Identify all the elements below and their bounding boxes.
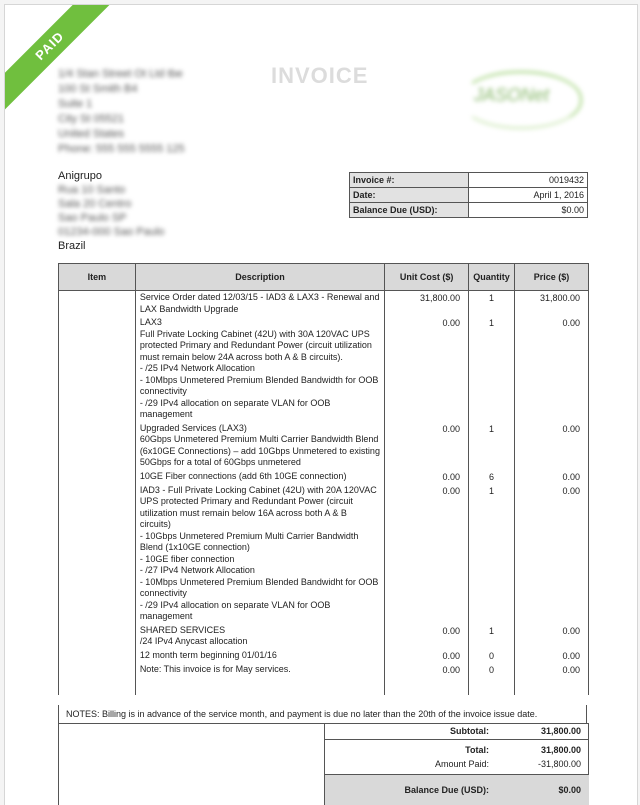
unit-cost-cell: 0.00 xyxy=(385,649,469,663)
unit-cost-cell: 0.00 xyxy=(385,663,469,677)
table-row xyxy=(59,291,589,317)
description-cell xyxy=(135,316,384,422)
quantity-cell: 6 xyxy=(469,470,515,484)
price-cell: 0.00 xyxy=(515,422,589,470)
description-line: - /29 IPv4 allocation on separate VLAN for OOB xyxy=(139,397,331,408)
item-cell xyxy=(59,649,136,663)
table-row xyxy=(59,484,589,624)
item-cell xyxy=(59,484,136,624)
price-cell: 0.00 xyxy=(515,624,589,649)
unit-cost-cell: 0.00 xyxy=(385,470,469,484)
description-line: Blend (1x10GE connection) xyxy=(139,542,250,552)
description-line: management xyxy=(139,611,193,621)
unit-cost-cell: 0.00 xyxy=(385,316,469,422)
description-line: 50Gbps for a total of 60Gbps unmetered xyxy=(139,457,301,467)
description-line: - /27 IPv4 Network Allocation xyxy=(139,565,255,575)
total-value: 31,800.00 xyxy=(540,745,581,755)
invoice-title: INVOICE xyxy=(271,63,369,88)
description-line: Upgraded Services (LAX3) xyxy=(139,422,247,433)
line-items-body xyxy=(59,291,589,695)
balance-due-label: Balance Due (USD): xyxy=(404,785,489,795)
sender-line: Suite 1 xyxy=(58,98,93,110)
balance-due-total: $0.00 xyxy=(558,785,581,795)
item-cell xyxy=(59,291,136,317)
description-line: 12 month term beginning 01/01/16 xyxy=(139,649,277,660)
quantity-cell: 1 xyxy=(469,422,515,470)
paid-ribbon: PAID xyxy=(4,4,119,115)
subtotal-value: 31,800.00 xyxy=(540,726,581,736)
spacer-cell xyxy=(515,677,589,695)
unit-cost-cell: 0.00 xyxy=(385,624,469,649)
totals-panel xyxy=(324,724,589,805)
logo-text: JASONet xyxy=(474,85,550,105)
description-line: IAD3 - Full Private Locking Cabinet (42U) with 20A 120VAC xyxy=(139,484,377,495)
quantity-cell: 1 xyxy=(469,484,515,624)
description-line: connectivity xyxy=(139,386,187,396)
description-line: UPS protected Primary and Redundant Power (circuit xyxy=(139,496,353,506)
price-cell: 0.00 xyxy=(515,316,589,422)
table-row xyxy=(59,624,589,649)
sender-line: City St 05521 xyxy=(58,113,125,125)
total-row xyxy=(325,743,589,758)
description-line: connectivity xyxy=(139,588,187,598)
description-line: utilization must remain below 16A across both A & B xyxy=(139,507,347,518)
table-row xyxy=(59,663,589,677)
item-cell xyxy=(59,422,136,470)
unit-cost-cell: 31,800.00 xyxy=(385,291,469,317)
meta-label: Invoice #: xyxy=(350,173,469,188)
meta-row xyxy=(350,203,588,218)
unit-cost-cell: 0.00 xyxy=(385,422,469,470)
meta-row xyxy=(350,173,588,188)
description-line: must remain below 24A across both A & B circuits). xyxy=(139,351,343,362)
recipient-address xyxy=(58,169,164,253)
spacer-cell xyxy=(385,677,469,695)
invoice-meta-table xyxy=(349,172,588,218)
description-line: - /29 IPv4 allocation on separate VLAN for OOB xyxy=(139,599,331,610)
sender-line: 1/4 Stan Street Ot Ltd tbe xyxy=(58,68,183,80)
item-cell xyxy=(59,316,136,422)
spacer-cell xyxy=(469,677,515,695)
description-line: LAX3 xyxy=(139,317,162,327)
sender-line: 100 St Smith B4 xyxy=(58,83,138,95)
description-line: /24 IPv4 Anycast allocation xyxy=(139,636,248,646)
description-line: 10GE Fiber connections (add 6th 10GE connection) xyxy=(139,470,347,481)
recipient-line: 01234-000 Sao Paulo xyxy=(58,226,165,238)
balance-due-row xyxy=(325,774,589,805)
description-cell xyxy=(135,291,384,317)
spacer-cell xyxy=(135,677,384,695)
recipient-line: Sao Paulo SP xyxy=(58,212,127,224)
description-line: circuits) xyxy=(139,519,171,529)
description-line: - 10Mbps Unmetered Premium Blended Bandwidht for OOB xyxy=(139,576,379,587)
col-header-quantity: Quantity xyxy=(469,264,515,291)
invoice-date: April 1, 2016 xyxy=(469,188,588,203)
sender-address xyxy=(58,67,185,157)
balance-due-value: $0.00 xyxy=(469,203,588,218)
col-header-description: Description xyxy=(135,264,384,291)
table-row xyxy=(59,422,589,470)
quantity-cell: 0 xyxy=(469,663,515,677)
description-cell xyxy=(135,649,384,663)
amount-paid-label: Amount Paid: xyxy=(434,759,489,769)
table-row xyxy=(59,649,589,663)
description-line: SHARED SERVICES xyxy=(139,624,226,635)
description-cell xyxy=(135,470,384,484)
total-label: Total: xyxy=(465,745,489,755)
description-line: 60Gbps Unmetered Premium Multi Carrier Bandwidth Blend xyxy=(139,434,379,444)
description-line: - 10GE fiber connection xyxy=(139,553,235,564)
price-cell: 0.00 xyxy=(515,484,589,624)
line-items-table xyxy=(58,263,589,695)
sender-line: Phone: 555 555 5555 125 xyxy=(58,143,185,155)
subtotal-row xyxy=(325,724,589,740)
amount-paid-value: -31,800.00 xyxy=(537,759,581,769)
table-spacer-row xyxy=(59,677,589,695)
item-cell xyxy=(59,663,136,677)
recipient-line: Rua 10 Santo xyxy=(58,184,126,196)
amount-paid-row xyxy=(325,757,589,772)
invoice-page xyxy=(4,4,638,805)
item-cell xyxy=(59,470,136,484)
description-line: - 10Gbps Unmetered Premium Multi Carrier Bandwidth xyxy=(139,530,359,541)
subtotal-label: Subtotal: xyxy=(450,726,489,736)
description-line: management xyxy=(139,409,193,419)
price-cell: 0.00 xyxy=(515,663,589,677)
price-cell: 0.00 xyxy=(515,649,589,663)
description-line: Full Private Locking Cabinet (42U) with 30A 120VAC UPS xyxy=(139,328,370,339)
description-cell xyxy=(135,484,384,624)
recipient-name: Anigrupo xyxy=(58,170,103,182)
quantity-cell: 0 xyxy=(469,649,515,663)
meta-label: Balance Due (USD): xyxy=(350,203,469,218)
price-cell: 31,800.00 xyxy=(515,291,589,317)
sender-line: United States xyxy=(58,128,125,140)
description-cell xyxy=(135,663,384,677)
invoice-number: 0019432 xyxy=(469,173,588,188)
item-cell xyxy=(59,624,136,649)
table-row xyxy=(59,316,589,422)
col-header-price: Price ($) xyxy=(515,264,589,291)
company-logo xyxy=(460,71,580,127)
table-header-row xyxy=(59,264,589,291)
description-line: Service Order dated 12/03/15 - IAD3 & LAX3 - Renewal and xyxy=(139,292,380,302)
recipient-line: Sala 20 Centro xyxy=(58,198,132,210)
price-cell: 0.00 xyxy=(515,470,589,484)
description-cell xyxy=(135,624,384,649)
meta-label: Date: xyxy=(350,188,469,203)
table-row xyxy=(59,470,589,484)
description-line: LAX Bandwidth Upgrade xyxy=(139,303,239,314)
recipient-country: Brazil xyxy=(58,240,86,252)
unit-cost-cell: 0.00 xyxy=(385,484,469,624)
totals-box xyxy=(58,723,589,805)
description-line: - /25 IPv4 Network Allocation xyxy=(139,363,255,373)
meta-row xyxy=(350,188,588,203)
description-line: Note: This invoice is for May services. xyxy=(139,663,291,674)
description-line: (6x10GE Connections) – add 10Gbps Unmetered to existing xyxy=(139,445,380,456)
description-line: - 10Mbps Unmetered Premium Blended Bandwidth for OOB xyxy=(139,374,379,385)
quantity-cell: 1 xyxy=(469,316,515,422)
spacer-cell xyxy=(59,677,136,695)
billing-notes: NOTES: Billing is in advance of the service month, and payment is due no later than the 20th of the invoice issue date. xyxy=(58,705,587,723)
description-cell xyxy=(135,422,384,470)
description-line: protected Primary and Redundant Power (circuit utilization xyxy=(139,340,372,350)
quantity-cell: 1 xyxy=(469,624,515,649)
col-header-item: Item xyxy=(59,264,136,291)
col-header-unit-cost: Unit Cost ($) xyxy=(385,264,469,291)
quantity-cell: 1 xyxy=(469,291,515,317)
